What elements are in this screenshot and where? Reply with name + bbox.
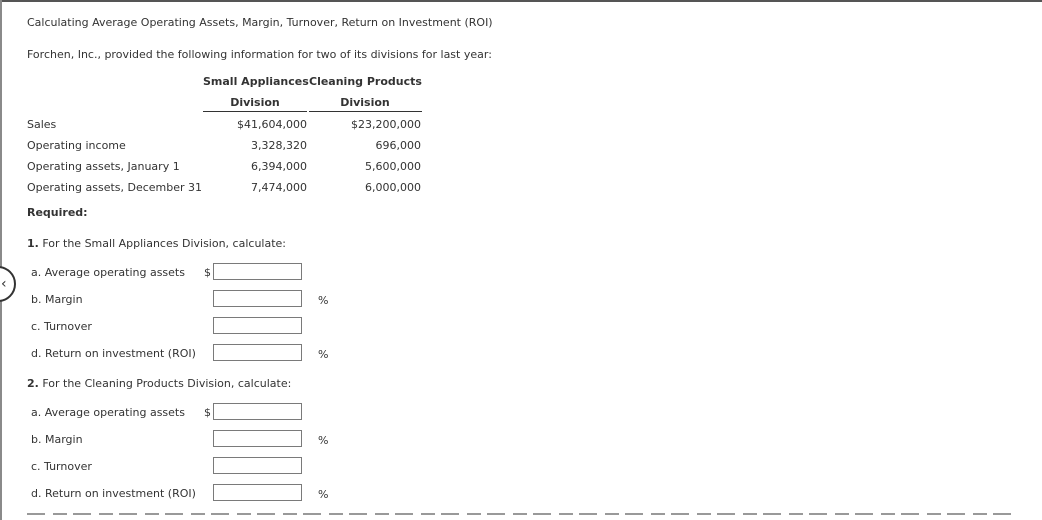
col2-header-line1: Cleaning Products: [309, 75, 422, 88]
page-title: Calculating Average Operating Assets, Margin, Turnover, Return on Investment (ROI): [27, 16, 493, 29]
table-cell-small-appliances: 6,394,000: [251, 160, 307, 173]
part2-turnover-input[interactable]: [213, 457, 302, 474]
intro-text: Forchen, Inc., provided the following information for two of its divisions for last year:: [27, 48, 492, 61]
top-border: [0, 0, 1042, 2]
part2-c-label: c. Turnover: [31, 460, 92, 473]
col2-header-underline: [309, 111, 422, 112]
part2-a-label: a. Average operating assets: [31, 406, 185, 419]
part1-roi-input[interactable]: [213, 344, 302, 361]
percent-sign: %: [318, 488, 329, 501]
table-cell-cleaning-products: 6,000,000: [365, 181, 421, 194]
part1-heading-text: For the Small Appliances Division, calculate:: [38, 237, 286, 250]
table-row-label: Operating income: [27, 139, 126, 152]
percent-sign: %: [318, 434, 329, 447]
nav-back-button[interactable]: [0, 266, 16, 302]
table-cell-cleaning-products: 5,600,000: [365, 160, 421, 173]
part1-a-label: a. Average operating assets: [31, 266, 185, 279]
required-label: Required:: [27, 206, 88, 219]
col1-header-line2: Division: [230, 96, 280, 109]
part1-turnover-input[interactable]: [213, 317, 302, 334]
part2-margin-input[interactable]: [213, 430, 302, 447]
table-cell-small-appliances: $41,604,000: [237, 118, 307, 131]
percent-sign: %: [318, 348, 329, 361]
part2-d-label: d. Return on investment (ROI): [31, 487, 196, 500]
chevron-left-icon: ‹: [1, 276, 7, 292]
part1-avg-operating-assets-input[interactable]: [213, 263, 302, 280]
percent-sign: %: [318, 294, 329, 307]
part2-heading-text: For the Cleaning Products Division, calculate:: [38, 377, 292, 390]
table-cell-small-appliances: 3,328,320: [251, 139, 307, 152]
part2-avg-operating-assets-input[interactable]: [213, 403, 302, 420]
part1-b-label: b. Margin: [31, 293, 83, 306]
table-cell-cleaning-products: 696,000: [375, 139, 421, 152]
cut-off-text: [0, 513, 1042, 520]
table-row-label: Operating assets, December 31: [27, 181, 203, 194]
part1-number: 1.: [27, 237, 39, 250]
dollar-sign: $: [204, 266, 211, 279]
part2-b-label: b. Margin: [31, 433, 83, 446]
left-border: [0, 0, 2, 520]
part2-heading: [27, 377, 291, 390]
part1-margin-input[interactable]: [213, 290, 302, 307]
table-cell-cleaning-products: $23,200,000: [351, 118, 421, 131]
col1-header-underline: [203, 111, 307, 112]
part1-c-label: c. Turnover: [31, 320, 92, 333]
table-cell-small-appliances: 7,474,000: [251, 181, 307, 194]
part1-d-label: d. Return on investment (ROI): [31, 347, 196, 360]
col1-header-line1: Small Appliances: [203, 75, 309, 88]
dollar-sign: $: [204, 406, 211, 419]
table-row-label: Sales: [27, 118, 57, 131]
col2-header-line2: Division: [340, 96, 390, 109]
part2-number: 2.: [27, 377, 39, 390]
part2-roi-input[interactable]: [213, 484, 302, 501]
part1-heading: [27, 237, 286, 250]
table-row-label: Operating assets, January 1: [27, 160, 180, 173]
